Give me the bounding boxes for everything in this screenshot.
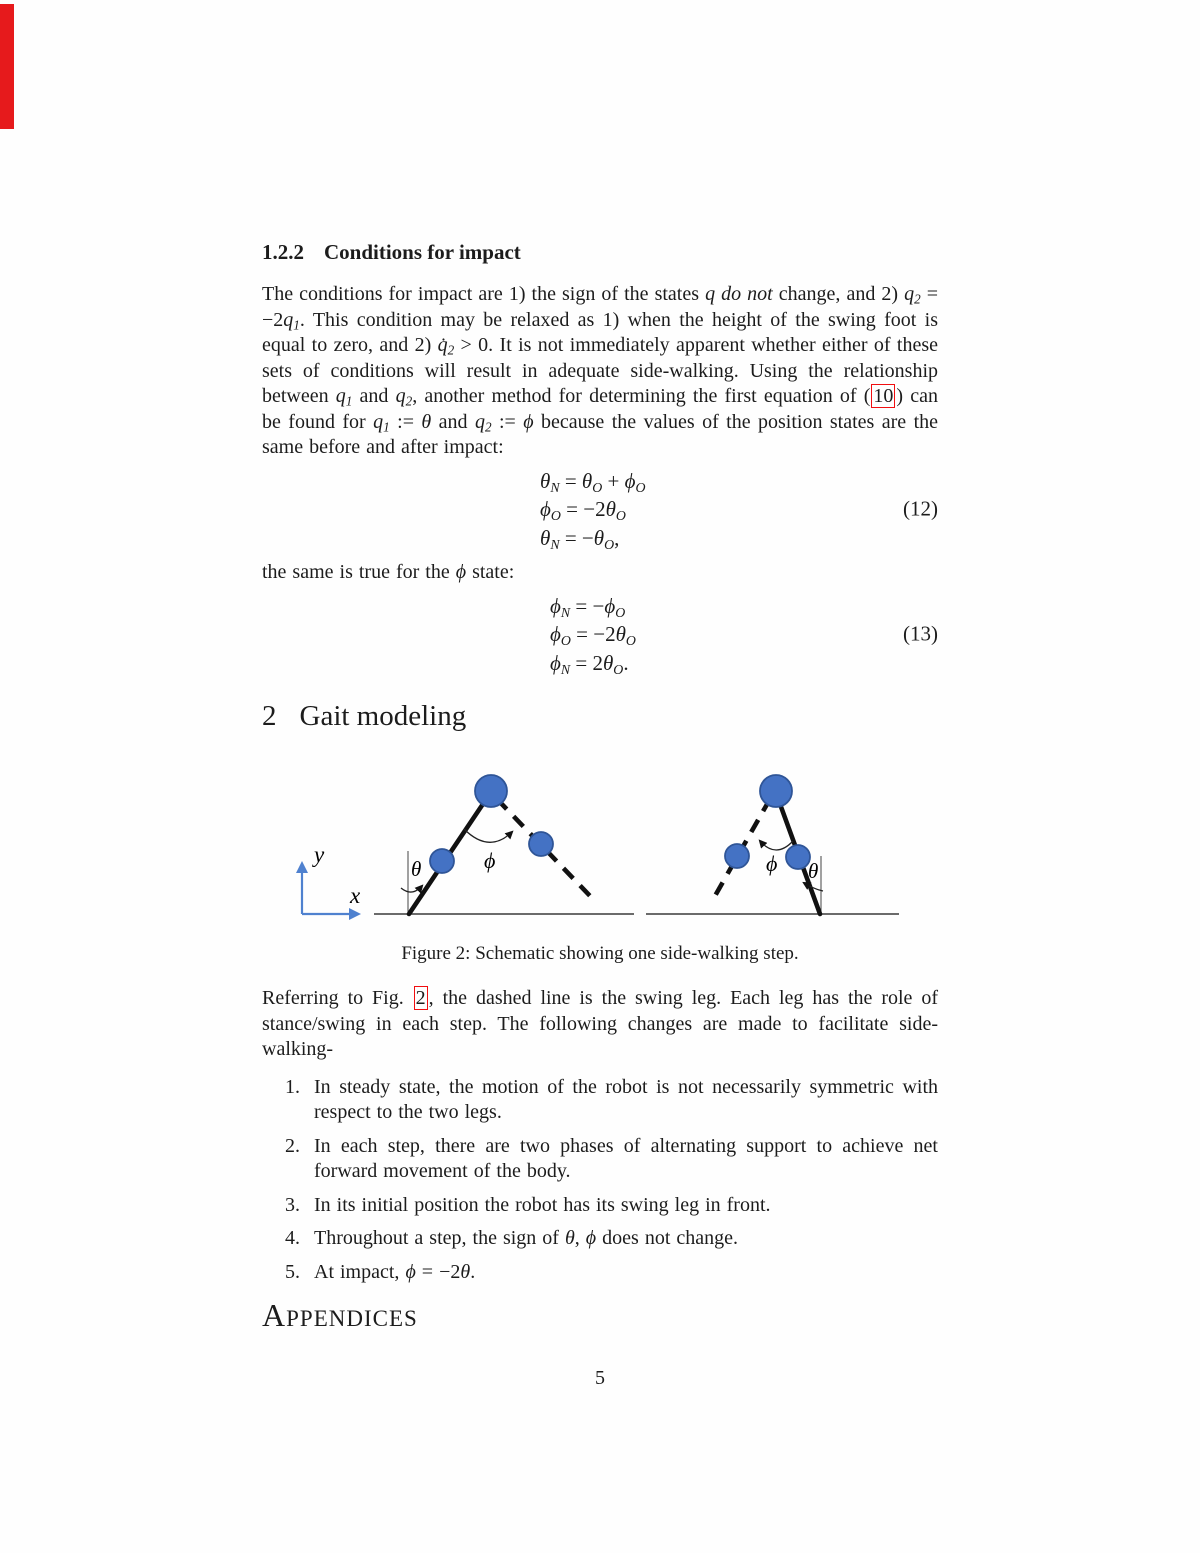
list-item-text <box>314 1193 938 1219</box>
phi-label-left: ϕ <box>484 848 496 873</box>
list-item-number: 1. <box>285 1075 300 1098</box>
list-item <box>262 1260 938 1286</box>
math-symbol: $\theta_N$ <box>540 468 560 495</box>
text-run: = <box>559 468 582 493</box>
text-run: change, and 2) <box>772 283 905 305</box>
subsection-title: Conditions for impact <box>324 240 521 264</box>
page-number: 5 <box>595 1367 605 1389</box>
equation-line <box>550 620 636 649</box>
text-run: := <box>491 410 524 433</box>
equation-line <box>550 592 636 621</box>
text-run: and <box>352 385 396 407</box>
text-run: The conditions for impact are 1) the sign of the states <box>262 283 706 305</box>
text-run: . <box>470 1260 476 1283</box>
equation-line <box>540 467 646 496</box>
text-run: the same is true for the <box>262 561 456 583</box>
text-run: does not change. <box>596 1227 739 1249</box>
text-run: = −2 <box>570 622 616 646</box>
y-axis-label: y <box>314 842 325 867</box>
theta-label-left: θ <box>411 857 422 881</box>
math-symbol: θ <box>460 1260 471 1283</box>
text-run: = − <box>570 593 605 618</box>
math-symbol: $\phi_N$ <box>550 650 571 677</box>
list-item-text <box>314 1226 938 1252</box>
list-item <box>262 1134 938 1185</box>
figure-2-link[interactable]: 2 <box>415 987 426 1009</box>
text-run: = −2 <box>560 497 606 521</box>
equation-12-number: (12) <box>903 496 938 521</box>
text-run: because the values of the position states are the same before and after impact: <box>262 410 939 458</box>
math-symbol: $q_1$ <box>335 385 353 409</box>
section-number: 2 <box>262 700 277 732</box>
text-run: > 0. It is not immediately apparent whether either of these sets of conditions will result in adequate side-walking. Using the relationship between <box>262 334 938 407</box>
swing-hip-mass-right <box>725 844 749 868</box>
list-item-number: 2. <box>285 1134 300 1157</box>
math-symbol: ϕ <box>455 561 467 583</box>
math-symbol: $\phi_O$ <box>624 468 646 495</box>
text-run: . <box>623 650 629 675</box>
math-symbol: $\phi_O$ <box>540 497 561 523</box>
stance-hip-mass-right <box>786 845 810 869</box>
text-run: . This condition may be relaxed as 1) when the height of the swing foot is equal to zero, and 2) <box>262 308 938 356</box>
equation-line <box>540 524 646 553</box>
equation-12-lines <box>540 467 646 553</box>
math-symbol: $\phi_O$ <box>550 622 571 648</box>
text-run: , <box>614 525 620 550</box>
section-title: Gait modeling <box>299 700 467 732</box>
theta-label-right: θ <box>808 859 819 883</box>
math-symbol: ϕ <box>585 1227 597 1249</box>
math-symbol: $\phi_O$ <box>604 593 626 620</box>
left-edge-red-marker <box>0 4 14 129</box>
referring-paragraph <box>262 986 938 1063</box>
equation-line <box>540 495 646 524</box>
equation-10-link[interactable]: 10 <box>873 385 894 407</box>
figure-caption: Figure 2: Schematic showing one side-walking step. <box>401 943 799 964</box>
text-run: , <box>574 1227 586 1249</box>
x-axis-label: x <box>350 883 361 908</box>
swing-hip-mass-left <box>529 832 553 856</box>
list-item <box>262 1193 938 1219</box>
math-symbol: $\phi_N$ <box>550 593 571 620</box>
appendices-first-letter: A <box>262 1297 287 1333</box>
math-symbol: $q_2$ <box>395 385 413 409</box>
appendices-rest: PPENDICES <box>286 1306 418 1331</box>
math-symbol: $q_1$ <box>283 308 300 333</box>
math-symbol: $\theta_O$ <box>605 497 626 523</box>
math-symbol: $q_2$ <box>904 283 921 307</box>
list-item-number: 3. <box>285 1193 300 1216</box>
math-symbol: $\theta_N$ <box>540 525 560 552</box>
list-item-text <box>314 1075 938 1126</box>
list-item <box>262 1075 938 1126</box>
text-run: In steady state, the motion of the robot is not necessarily symmetric with respect to the two legs. <box>314 1075 938 1123</box>
phi-angle-arrow-right <box>760 841 793 850</box>
text-run: At impact, <box>314 1260 406 1283</box>
list-item-text <box>314 1134 938 1185</box>
equation-13-lines <box>550 592 636 678</box>
text-run: , another method for determining the first equation of ( <box>412 385 871 407</box>
text-run: state: <box>466 561 515 583</box>
text-run: In each step, there are two phases of alternating support to achieve net forward movement of the body. <box>314 1134 938 1182</box>
torso-mass-circle-left <box>475 775 507 807</box>
list-item-number: 5. <box>285 1260 300 1283</box>
list-item-number: 4. <box>285 1227 300 1249</box>
text-run: = −2 <box>415 1260 461 1283</box>
math-symbol: θ <box>421 410 432 433</box>
math-symbol: $\theta_O$ <box>602 650 624 677</box>
equation-line <box>550 649 636 678</box>
phi-label-right: ϕ <box>766 851 778 876</box>
text-run: = −2 <box>262 283 938 331</box>
figure-2 <box>262 756 938 966</box>
stance-hip-mass-left <box>430 849 454 873</box>
changes-list <box>262 1075 938 1286</box>
equation-13-number: (13) <box>903 621 938 646</box>
math-symbol: $\theta_O$ <box>593 525 615 552</box>
text-run: := <box>389 410 422 433</box>
theta-angle-arrow-left <box>401 886 422 892</box>
math-symbol: $q_2$ <box>474 410 492 435</box>
list-item <box>262 1226 938 1252</box>
appendices-heading <box>262 1297 938 1337</box>
phi-angle-arrow-left <box>464 829 512 842</box>
text-run: Referring to Fig. <box>262 987 413 1009</box>
equation-12 <box>262 467 938 553</box>
torso-mass-circle-right <box>760 775 792 807</box>
phi-state-line <box>262 560 938 586</box>
side-walking-schematic <box>284 756 924 928</box>
text-run: In its initial position the robot has its swing leg in front. <box>314 1193 771 1216</box>
section-heading <box>262 701 938 732</box>
text-run: = − <box>559 525 594 550</box>
text-run: and <box>431 410 475 433</box>
text-run: + <box>602 468 625 493</box>
math-symbol: ϕ <box>405 1260 416 1283</box>
math-symbol: $\theta_O$ <box>615 622 636 648</box>
math-symbol: q <box>705 283 716 305</box>
list-item-text <box>314 1260 938 1286</box>
equation-13 <box>262 592 938 678</box>
math-symbol: $q_1$ <box>373 410 390 435</box>
text-run: , the dashed line is the swing leg. Each leg has the role of stance/swing in each step. The following changes are made to facilitate side-walking- <box>262 987 938 1060</box>
math-symbol: ϕ <box>523 410 534 433</box>
text-run: ) can be found for <box>262 385 938 433</box>
subsection-heading <box>262 240 938 264</box>
text-run: Throughout a step, the sign of <box>314 1227 565 1249</box>
math-symbol: $q̇_2$ <box>437 334 455 358</box>
subsection-number: 1.2.2 <box>262 240 304 264</box>
math-symbol: $\theta_O$ <box>581 468 603 495</box>
impact-conditions-paragraph <box>262 282 938 461</box>
math-symbol: do not <box>721 283 773 305</box>
text-column <box>262 240 938 1390</box>
math-symbol: θ <box>564 1227 575 1249</box>
text-run: = 2 <box>570 650 603 675</box>
